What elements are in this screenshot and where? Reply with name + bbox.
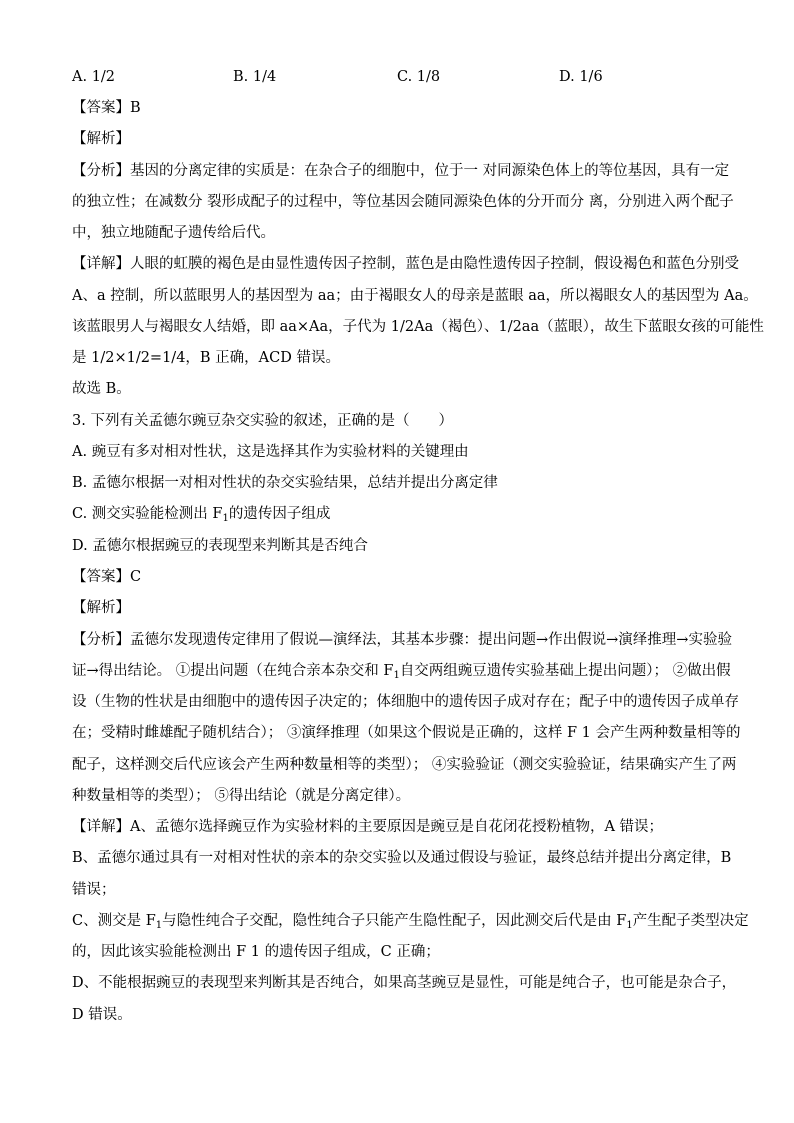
q3-xiangjie-subscript: 1 [155,920,163,931]
q3-fenxi-line: 设（生物的性状是由细胞中的遗传因子决定的；体细胞中的遗传因子成对存在；配子中的遗传因子成单存 [72,694,739,710]
q3-option-c-subscript: 1 [222,513,229,524]
q3-option-d: D. 孟德尔根据豌豆的表现型来判断其是否纯合 [72,538,368,554]
q3-xiangjie-text-end: 产生配子类型决定 [632,913,749,929]
q3-xiangjie-line: D 错误。 [72,1007,132,1023]
q3-xiangjie-text-mid: 与隐性纯合子交配，隐性纯合子只能产生隐性配子，因此测交后代是由 F [162,913,627,929]
q3-xiangjie-line: 的，因此该实验能检测出 F 1 的遗传因子组成，C 正确； [72,944,440,960]
q3-xiangjie-line: 【详解】A、孟德尔选择豌豆作为实验材料的主要原因是豌豆是自花闭花授粉植物，A 错误； [72,819,664,835]
q3-answer: 【答案】C [72,569,142,585]
q2-xiangjie-line: 是 1/2×1/2=1/4，B 正确，ACD 错误。 [72,350,340,366]
q3-fenxi-line [72,661,731,681]
q2-xiangjie-line: 【详解】人眼的虹膜的褐色是由显性遗传因子控制，蓝色是由隐性遗传因子控制，假设褐色和蓝色分别受 [72,256,739,272]
q3-xiangjie-line: 错误； [72,882,116,898]
q3-option-c [72,504,330,524]
q3-fenxi-text-end: 自交两组豌豆遗传实验基础上提出问题）； ②做出假 [399,663,731,679]
q2-option-b: B. 1/4 [233,69,277,85]
q3-fenxi-line: 配子，这样测交后代应该会产生两种数量相等的类型）； ④实验验证（测交实验验证，结果确实产生了两 [72,757,737,773]
q2-analysis-label: 【解析】 [72,131,130,147]
q3-xiangjie-line: D、不能根据豌豆的表现型来判断其是否纯合，如果高茎豌豆是显性，可能是纯合子，也可能是杂合子， [72,975,737,991]
q3-option-c-text-end: 的遗传因子组成 [228,506,331,522]
q2-fenxi-line: 中，独立地随配子遗传给后代。 [72,225,275,241]
q3-fenxi-line: 【分析】孟德尔发现遗传定律用了假说—演绎法，其基本步骤：提出问题→作出假说→演绎推理→实验验 [72,632,732,648]
q2-answer: 【答案】B [72,100,141,116]
q2-xiangjie-line: A、a 控制，所以蓝眼男人的基因型为 aa；由于褐眼女人的母亲是蓝眼 aa，所以褐眼女人的基因型为 Aa。 [72,288,758,304]
q3-xiangjie-subscript: 1 [626,920,633,931]
q3-fenxi-subscript: 1 [393,670,400,681]
q2-fenxi-line: 的独立性；在减数分 裂形成配子的过程中，等位基因会随同源染色体的分开而分 离，分别进入两个配子 [72,194,734,210]
q3-fenxi-text: 证→得出结论。 ①提出问题（在纯合亲本杂交和 F [72,663,394,679]
q3-stem: 3. 下列有关孟德尔豌豆杂交实验的叙述，正确的是（ ） [72,413,453,429]
q3-option-c-text: C. 测交实验能检测出 F [72,506,223,522]
q3-option-b: B. 孟德尔根据一对相对性状的杂交实验结果，总结并提出分离定律 [72,475,498,491]
q2-option-c: C. 1/8 [397,69,441,85]
q2-option-a: A. 1/2 [72,69,116,85]
q2-xiangjie-line: 该蓝眼男人与褐眼女人结婚，即 aa×Aa，子代为 1/2Aa（褐色）、1/2aa（蓝眼），故生下蓝眼女孩的可能性 [72,319,764,335]
q3-xiangjie-line: B、孟德尔通过具有一对相对性状的亲本的杂交实验以及通过假设与验证，最终总结并提出分离定律，B [72,850,732,866]
q2-fenxi-line: 【分析】基因的分离定律的实质是：在杂合子的细胞中，位于一 对同源染色体上的等位基因，具有一定 [72,163,730,179]
q3-xiangjie-text: C、测交是 F [72,913,156,929]
q2-option-d: D. 1/6 [559,69,603,85]
q3-option-a: A. 豌豆有多对相对性状，这是选择其作为实验材料的关键理由 [72,444,469,460]
q3-fenxi-line: 种数量相等的类型）； ⑤得出结论（就是分离定律）。 [72,788,411,804]
q2-conclusion: 故选 B。 [72,381,131,397]
q3-xiangjie-line [72,911,749,931]
q3-analysis-label: 【解析】 [72,600,130,616]
q3-fenxi-line: 在；受精时雌雄配子随机结合）； ③演绎推理（如果这个假说是正确的，这样 F 1 会产生两种数量相等的 [72,725,741,741]
